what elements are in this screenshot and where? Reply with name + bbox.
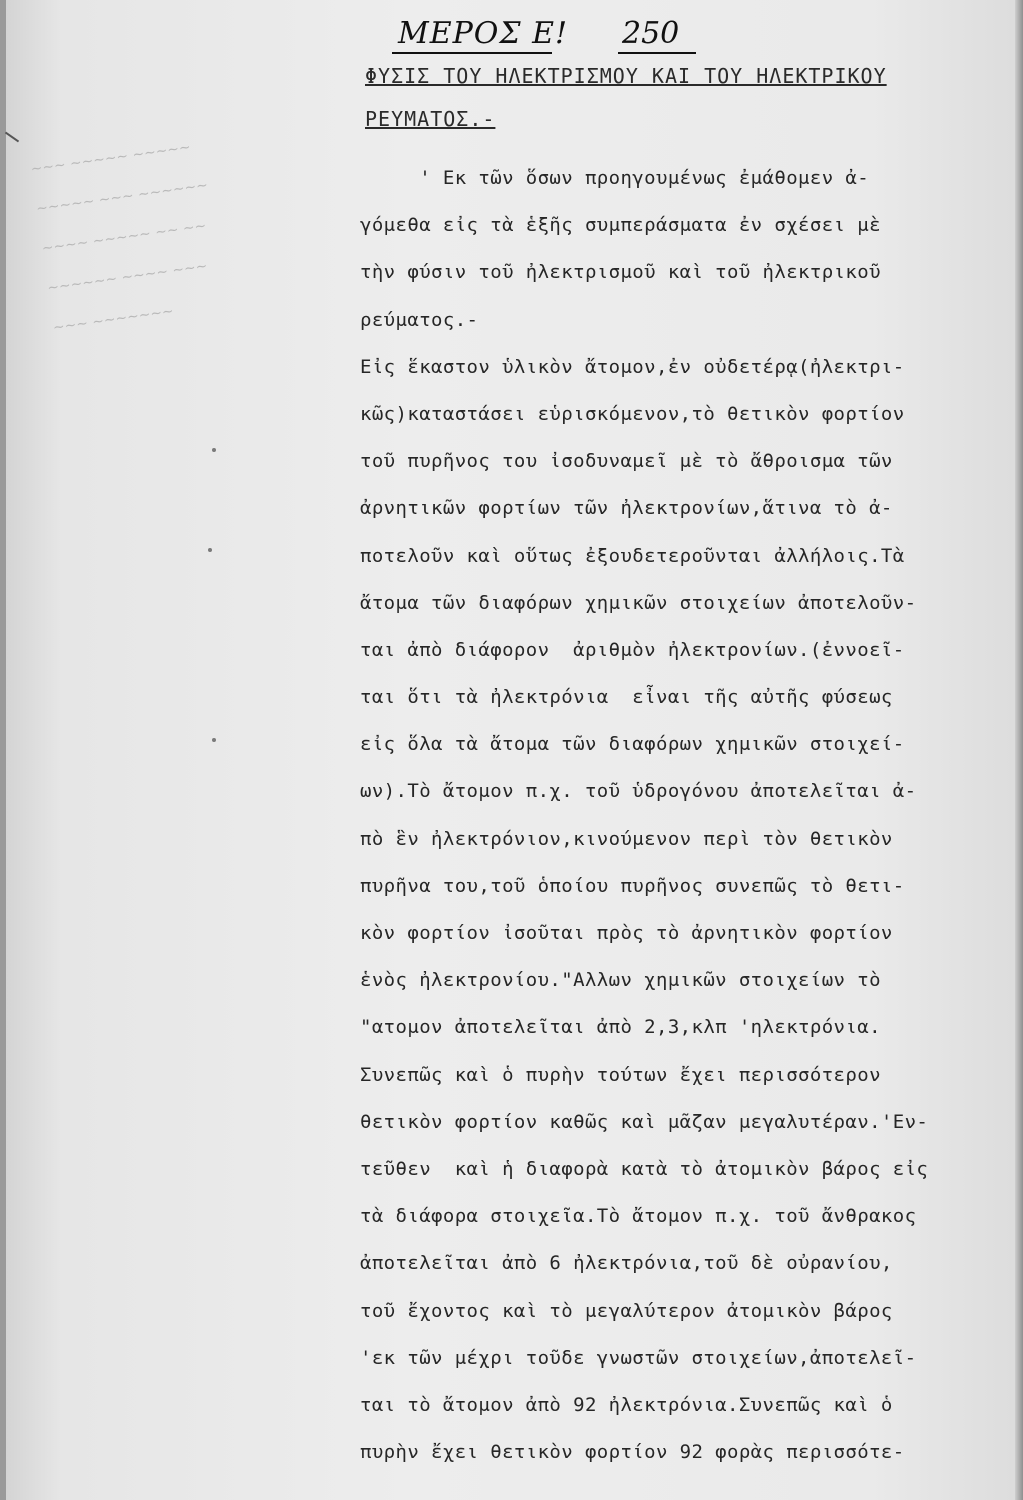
text-line: τεῦθεν καὶ ἡ διαφορὰ κατὰ τὸ ἀτομικὸν βάρος εἰς	[360, 1157, 929, 1180]
text-line: ται τὸ ἄτομον ἀπὸ 92 ἠλεκτρόνια.Συνεπῶς καὶ ὁ	[360, 1393, 893, 1416]
text-line: τὴν φύσιν τοῦ ἠλεκτρισμοῦ καὶ τοῦ ἠλεκτρικοῦ	[360, 261, 881, 284]
text-line: πυρῆνα του,τοῦ ὁποίου πυρῆνος συνεπῶς τὸ θετι-	[360, 874, 905, 897]
text-line: ρεύματος.-	[360, 308, 479, 331]
text-line: τὰ διάφορα στοιχεῖα.Τὸ ἄτομον π.χ. τοῦ ἄνθρακος	[360, 1205, 917, 1228]
text-line: ἄτομα τῶν διαφόρων χημικῶν στοιχείων ἀποτελοῦν-	[360, 591, 917, 614]
text-line: ἑνὸς ἠλεκτρονίου."Αλλων χημικῶν στοιχείων τὸ	[360, 969, 881, 992]
text-line: ποτελοῦν καὶ οὕτως ἐξουδετεροῦνται ἀλλήλοις.Τὰ	[360, 544, 905, 567]
text-line: εἰς ὅλα τὰ ἄτομα τῶν διαφόρων χημικῶν στοιχεί-	[360, 733, 905, 756]
text-line: Συνεπῶς καὶ ὁ πυρὴν τούτων ἔχει περισσότερον	[360, 1063, 881, 1086]
text-line: Εἰς ἕκαστον ὑλικὸν ἄτομον,ἐν οὐδετέρᾳ(ἠλεκτρι-	[360, 355, 905, 378]
text-line: ται ὅτι τὰ ἠλεκτρόνια εἶναι τῆς αὐτῆς φύσεως	[360, 686, 893, 709]
text-line: θετικὸν φορτίον καθῶς καὶ μᾶζαν μεγαλυτέραν.'Εν-	[360, 1110, 929, 1133]
text-line: ' Εκ τῶν ὅσων προηγουμένως ἐμάθομεν ἀ-	[360, 167, 870, 189]
text-line: ἀποτελεῖται ἀπὸ 6 ἠλεκτρόνια,τοῦ δὲ οὐρανίου,	[360, 1252, 893, 1275]
text-line: ἀρνητικῶν φορτίων τῶν ἠλεκτρονίων,ἅτινα τὸ ἀ-	[360, 497, 893, 520]
part-label: ΜΕΡΟΣ Ε!	[398, 16, 569, 51]
section-title-line-2: ΡΕΥΜΑΤΟΣ.-	[365, 107, 496, 131]
text-line: "ατομον ἀποτελεῖται ἀπὸ 2,3,κλπ 'ηλεκτρόνια.	[360, 1016, 881, 1039]
faded-margin-note: ~~~ ~~~~~ ~~~~~ ~~~~~ ~~~ ~~~~~~ ~~~~ ~~~~~ ~~ ~~ ~~~~~~ ~~~~ ~~~ ~~~ ~~~~~~~	[29, 139, 209, 337]
punch-dot	[212, 448, 216, 452]
text-line: κὸν φορτίον ἰσοῦται πρὸς τὸ ἀρνητικὸν φορτίον	[360, 922, 893, 944]
text-line: τοῦ ἔχοντος καὶ τὸ μεγαλύτερον ἀτομικὸν βάρος	[360, 1299, 893, 1322]
margin-tick-mark	[5, 132, 19, 143]
punch-dot	[212, 738, 216, 742]
text-line: τοῦ πυρῆνος του ἰσοδυναμεῖ μὲ τὸ ἄθροισμα τῶν	[360, 450, 893, 473]
text-line: πὸ ἓν ἠλεκτρόνιον,κινούμενον περὶ τὸν θετικὸν	[360, 827, 893, 850]
text-line: πυρὴν ἔχει θετικὸν φορτίον 92 φορὰς περισσότε-	[360, 1441, 905, 1464]
page-right-edge	[1015, 0, 1023, 1500]
text-line: γόμεθα εἰς τὰ ἑξῆς συμπεράσματα ἐν σχέσει μὲ	[360, 214, 881, 237]
text-line: κῶς)καταστάσει εὑρισκόμενον,τὸ θετικὸν φορτίον	[360, 402, 905, 425]
punch-dot	[208, 548, 212, 552]
page-number: 250	[622, 16, 680, 51]
typed-body-text	[360, 155, 980, 1476]
part-label-underline	[392, 52, 552, 54]
page-left-edge	[0, 0, 6, 1500]
text-line: ται ἀπὸ διάφορον ἀριθμὸν ἠλεκτρονίων.(ἐννοεῖ-	[360, 638, 905, 661]
text-line: ων).Τὸ ἄτομον π.χ. τοῦ ὑδρογόνου ἀποτελεῖται ἀ-	[360, 780, 917, 803]
section-title-line-1: ΦΥΣΙΣ ΤΟΥ ΗΛΕΚΤΡΙΣΜΟΥ ΚΑΙ ΤΟΥ ΗΛΕΚΤΡΙΚΟΥ	[365, 64, 887, 88]
page-number-underline	[618, 52, 696, 54]
text-line: 'εκ τῶν μέχρι τοῦδε γνωστῶν στοιχείων,ἀποτελεῖ-	[360, 1346, 917, 1369]
